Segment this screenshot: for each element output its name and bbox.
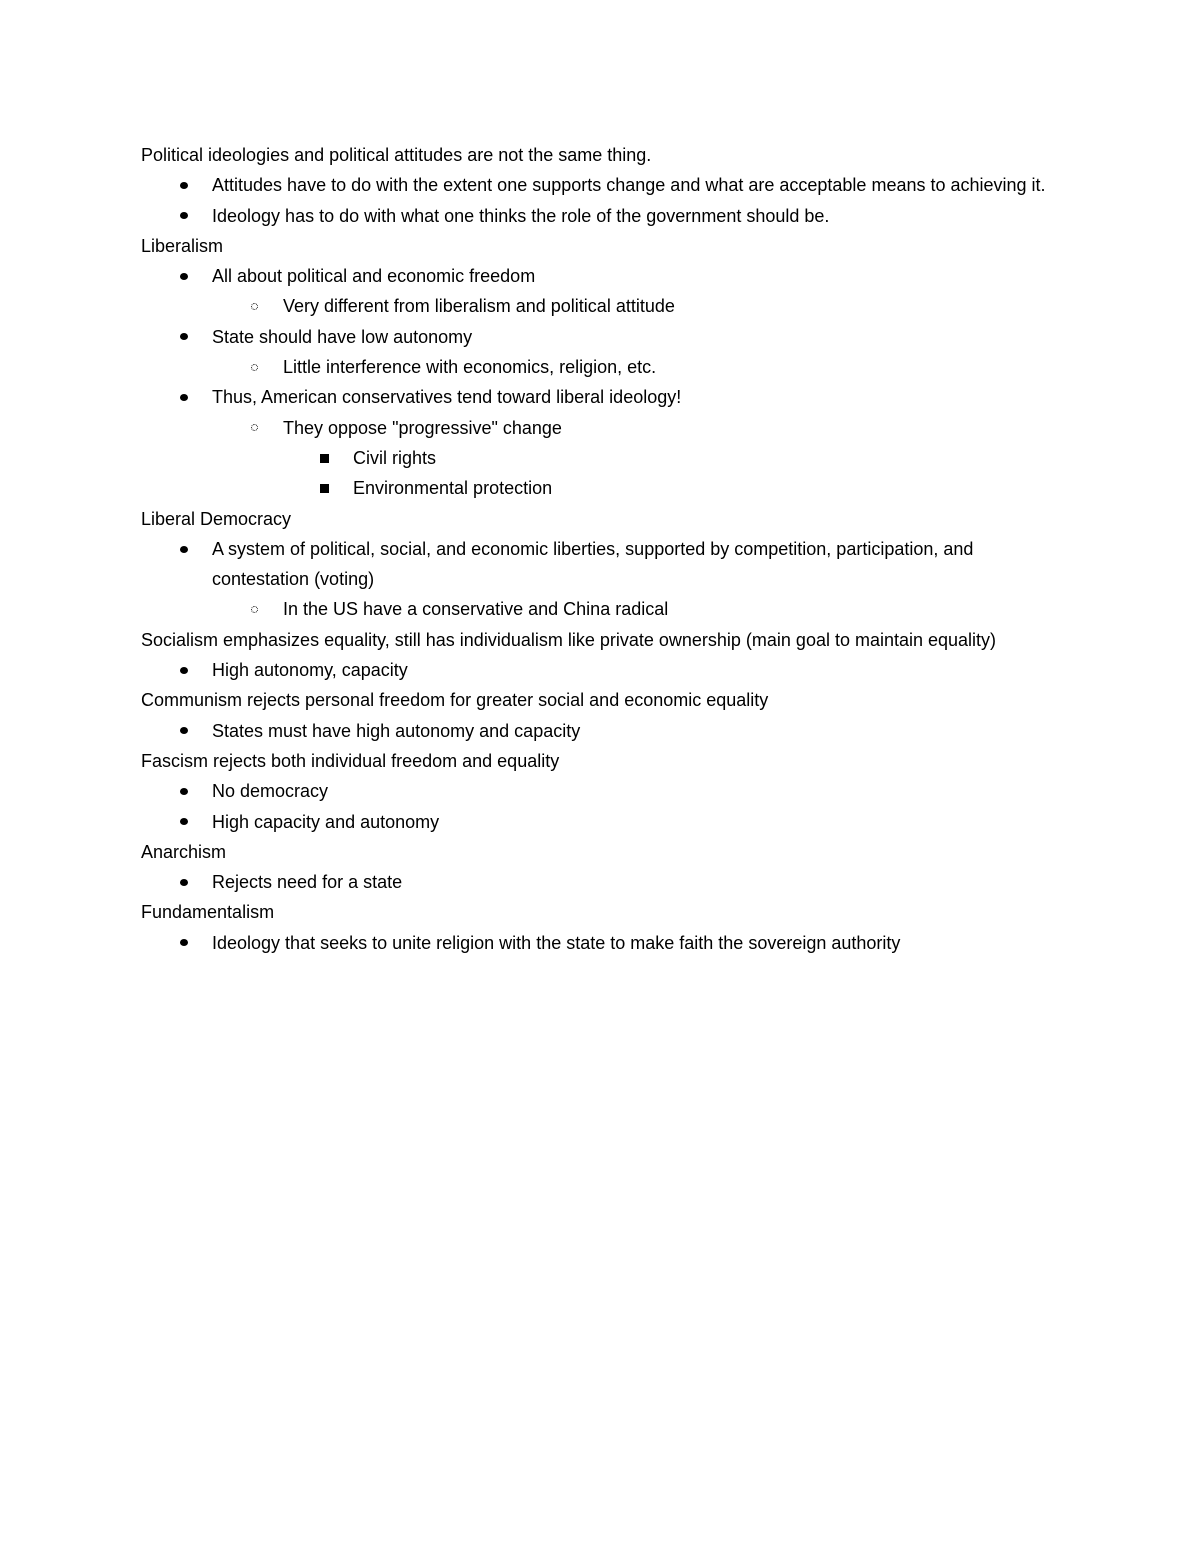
line-text: Ideology that seeks to unite religion with the state to make faith the sovereign authority <box>212 932 901 953</box>
line-text: Liberal Democracy <box>141 508 292 529</box>
line-text: Very different from liberalism and political attitude <box>283 296 675 317</box>
line-text: Thus, American conservatives tend toward liberal ideology! <box>212 387 682 408</box>
heading-anarchism <box>141 837 1061 867</box>
heading-liberalism <box>141 231 1061 261</box>
line-text: No democracy <box>212 781 329 802</box>
bullet-circle-icon <box>247 594 261 624</box>
list-item <box>141 170 1061 200</box>
line-text: Attitudes have to do with the extent one supports change and what are acceptable means to achieving it. <box>212 175 1046 196</box>
bullet-circle-icon <box>247 352 261 382</box>
line-text: Civil rights <box>353 447 437 468</box>
list-item <box>141 655 1061 685</box>
line-text: States must have high autonomy and capacity <box>212 720 581 741</box>
line-text: Political ideologies and political attitudes are not the same thing. <box>141 145 652 165</box>
heading-socialism <box>141 625 1061 655</box>
list-item <box>141 291 1061 321</box>
heading-communism <box>141 685 1061 715</box>
line-text: Rejects need for a state <box>212 872 403 893</box>
line-text: Fundamentalism <box>141 902 275 923</box>
line-text: Communism rejects personal freedom for greater social and economic equality <box>141 690 769 711</box>
bullet-dot-icon <box>177 928 191 958</box>
list-item <box>141 201 1061 231</box>
list-item <box>141 776 1061 806</box>
line-text: Ideology has to do with what one thinks the role of the government should be. <box>212 205 830 226</box>
bullet-dot-icon <box>177 867 191 897</box>
list-item <box>141 261 1061 291</box>
bullet-dot-icon <box>177 655 191 685</box>
list-item <box>141 594 1061 624</box>
line-text: High autonomy, capacity <box>212 660 408 681</box>
line-text: State should have low autonomy <box>212 326 473 347</box>
list-item <box>141 807 1061 837</box>
list-item <box>141 473 1061 503</box>
heading-political-ideologies <box>141 140 1061 170</box>
bullet-circle-icon <box>247 413 261 443</box>
notes-outline <box>141 140 1061 958</box>
heading-fundamentalism <box>141 897 1061 927</box>
list-item <box>141 352 1061 382</box>
line-text: Fascism rejects both individual freedom and equality <box>141 750 560 771</box>
list-item <box>141 413 1061 443</box>
list-item <box>141 322 1061 352</box>
line-text: Liberalism <box>141 235 224 256</box>
list-item <box>141 534 1061 595</box>
line-text: A system of political, social, and economic liberties, supported by competition, participation, and contestation (voting) <box>212 538 974 590</box>
list-item <box>141 382 1061 412</box>
list-item <box>141 716 1061 746</box>
bullet-square-icon <box>317 473 331 503</box>
bullet-circle-icon <box>247 291 261 321</box>
bullet-dot-icon <box>177 201 191 231</box>
bullet-square-icon <box>317 443 331 473</box>
bullet-dot-icon <box>177 716 191 746</box>
heading-fascism <box>141 746 1061 776</box>
bullet-dot-icon <box>177 170 191 200</box>
line-text: Anarchism <box>141 841 227 862</box>
line-text: Socialism emphasizes equality, still has individualism like private ownership (main goal to maintain equality) <box>141 629 997 650</box>
bullet-dot-icon <box>177 261 191 291</box>
line-text: In the US have a conservative and China radical <box>283 599 669 620</box>
line-text: All about political and economic freedom <box>212 266 536 287</box>
line-text: High capacity and autonomy <box>212 811 440 832</box>
bullet-dot-icon <box>177 534 191 564</box>
bullet-dot-icon <box>177 322 191 352</box>
list-item <box>141 928 1061 958</box>
list-item <box>141 867 1061 897</box>
heading-liberal-democracy <box>141 504 1061 534</box>
line-text: Environmental protection <box>353 478 553 499</box>
line-text: Little interference with economics, religion, etc. <box>283 357 657 378</box>
bullet-dot-icon <box>177 382 191 412</box>
bullet-dot-icon <box>177 776 191 806</box>
list-item <box>141 443 1061 473</box>
bullet-dot-icon <box>177 807 191 837</box>
line-text: They oppose "progressive" change <box>283 417 562 438</box>
